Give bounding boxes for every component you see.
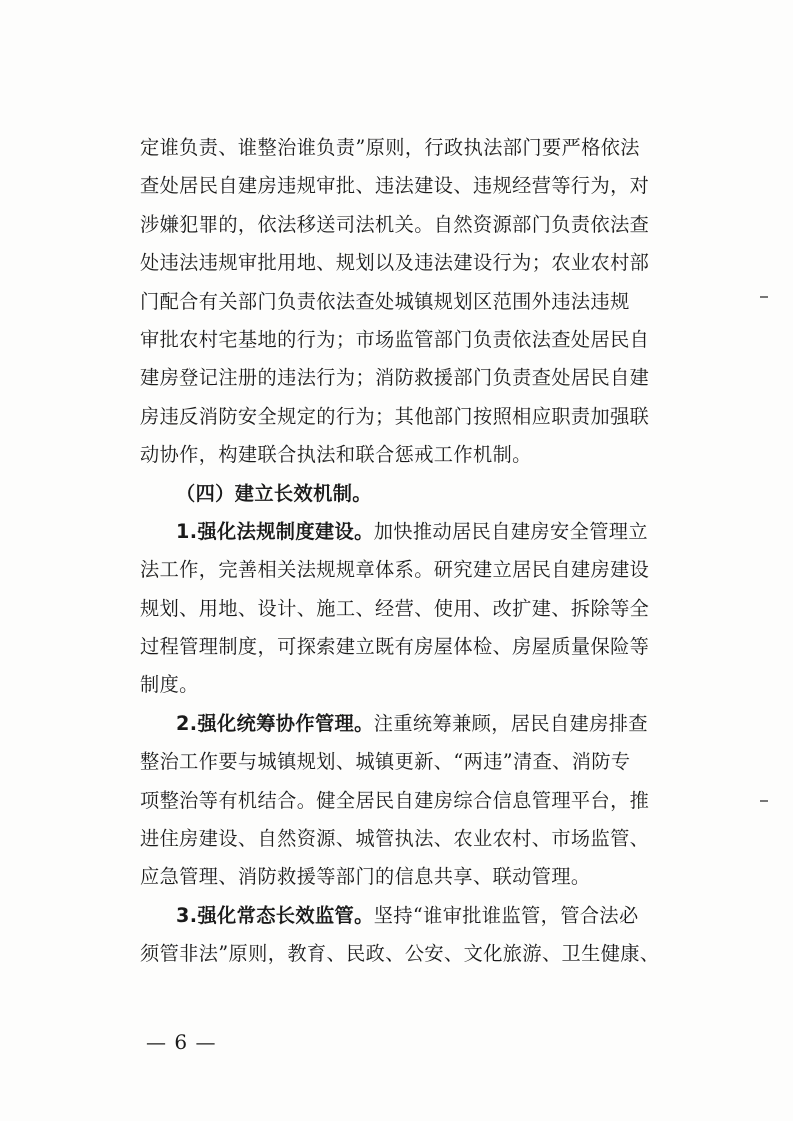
text-line: 建房登记注册的违法行为；消防救援部门负责查处居民自建 — [140, 366, 650, 390]
text-line: 房违反消防安全规定的行为；其他部门按照相应职责加强联 — [140, 404, 650, 428]
text-line: 涉嫌犯罪的，依法移送司法机关。自然资源部门负责依法查 — [140, 212, 650, 236]
text-line: 查处居民自建房违规审批、违法建设、违规经营等行为，对 — [140, 174, 650, 198]
body-text — [140, 129, 674, 974]
text-line: 审批农村宅基地的行为；市场监管部门负责依法查处居民自 — [140, 327, 650, 351]
text-line: 制度。 — [140, 673, 199, 697]
page-number: — 6 — — [146, 1030, 217, 1054]
text-line: 动协作，构建联合执法和联合惩戒工作机制。 — [140, 443, 532, 467]
text-line: 应急管理、消防救援等部门的信息共享、联动管理。 — [140, 865, 591, 889]
item-1-lead: 1.强化法规制度建设。 — [176, 519, 374, 543]
item-1-first-line-rest: 加快推动居民自建房安全管理立 — [373, 519, 648, 543]
text-line: 进住房建设、自然资源、城管执法、农业农村、市场监管、 — [140, 827, 650, 851]
text-line: 过程管理制度，可探索建立既有房屋体检、房屋质量保险等 — [140, 635, 650, 659]
text-line: 法工作，完善相关法规规章体系。研究建立居民自建房建设 — [140, 558, 650, 582]
section-heading: （四）建立长效机制。 — [176, 481, 372, 505]
item-2-first-line-rest: 注重统筹兼顾，居民自建房排查 — [373, 711, 648, 735]
scan-mark — [760, 296, 768, 298]
scan-mark — [760, 800, 768, 802]
text-line: 处违法违规审批用地、规划以及违法建设行为；农业农村部 — [140, 251, 650, 275]
item-3-first-line-rest: 坚持“谁审批谁监管，管合法必 — [373, 903, 639, 927]
text-line: 规划、用地、设计、施工、经营、使用、改扩建、拆除等全 — [140, 596, 650, 620]
item-1-first-line — [140, 513, 674, 551]
item-3-lead: 3.强化常态长效监管。 — [176, 903, 374, 927]
item-2-lead: 2.强化统筹协作管理。 — [176, 711, 374, 735]
text-line: 项整治等有机结合。健全居民自建房综合信息管理平台，推 — [140, 788, 650, 812]
text-line: 定谁负责、谁整治谁负责”原则，行政执法部门要严格依法 — [140, 136, 640, 159]
item-2-first-line — [140, 705, 674, 743]
text-line: 门配合有关部门负责依法查处城镇规划区范围外违法违规 — [140, 289, 630, 313]
text-line: 整治工作要与城镇规划、城镇更新、“两违”清查、消防专 — [140, 750, 631, 774]
item-3-first-line — [140, 897, 674, 935]
text-line: 须管非法”原则，教育、民政、公安、文化旅游、卫生健康、 — [140, 942, 660, 966]
